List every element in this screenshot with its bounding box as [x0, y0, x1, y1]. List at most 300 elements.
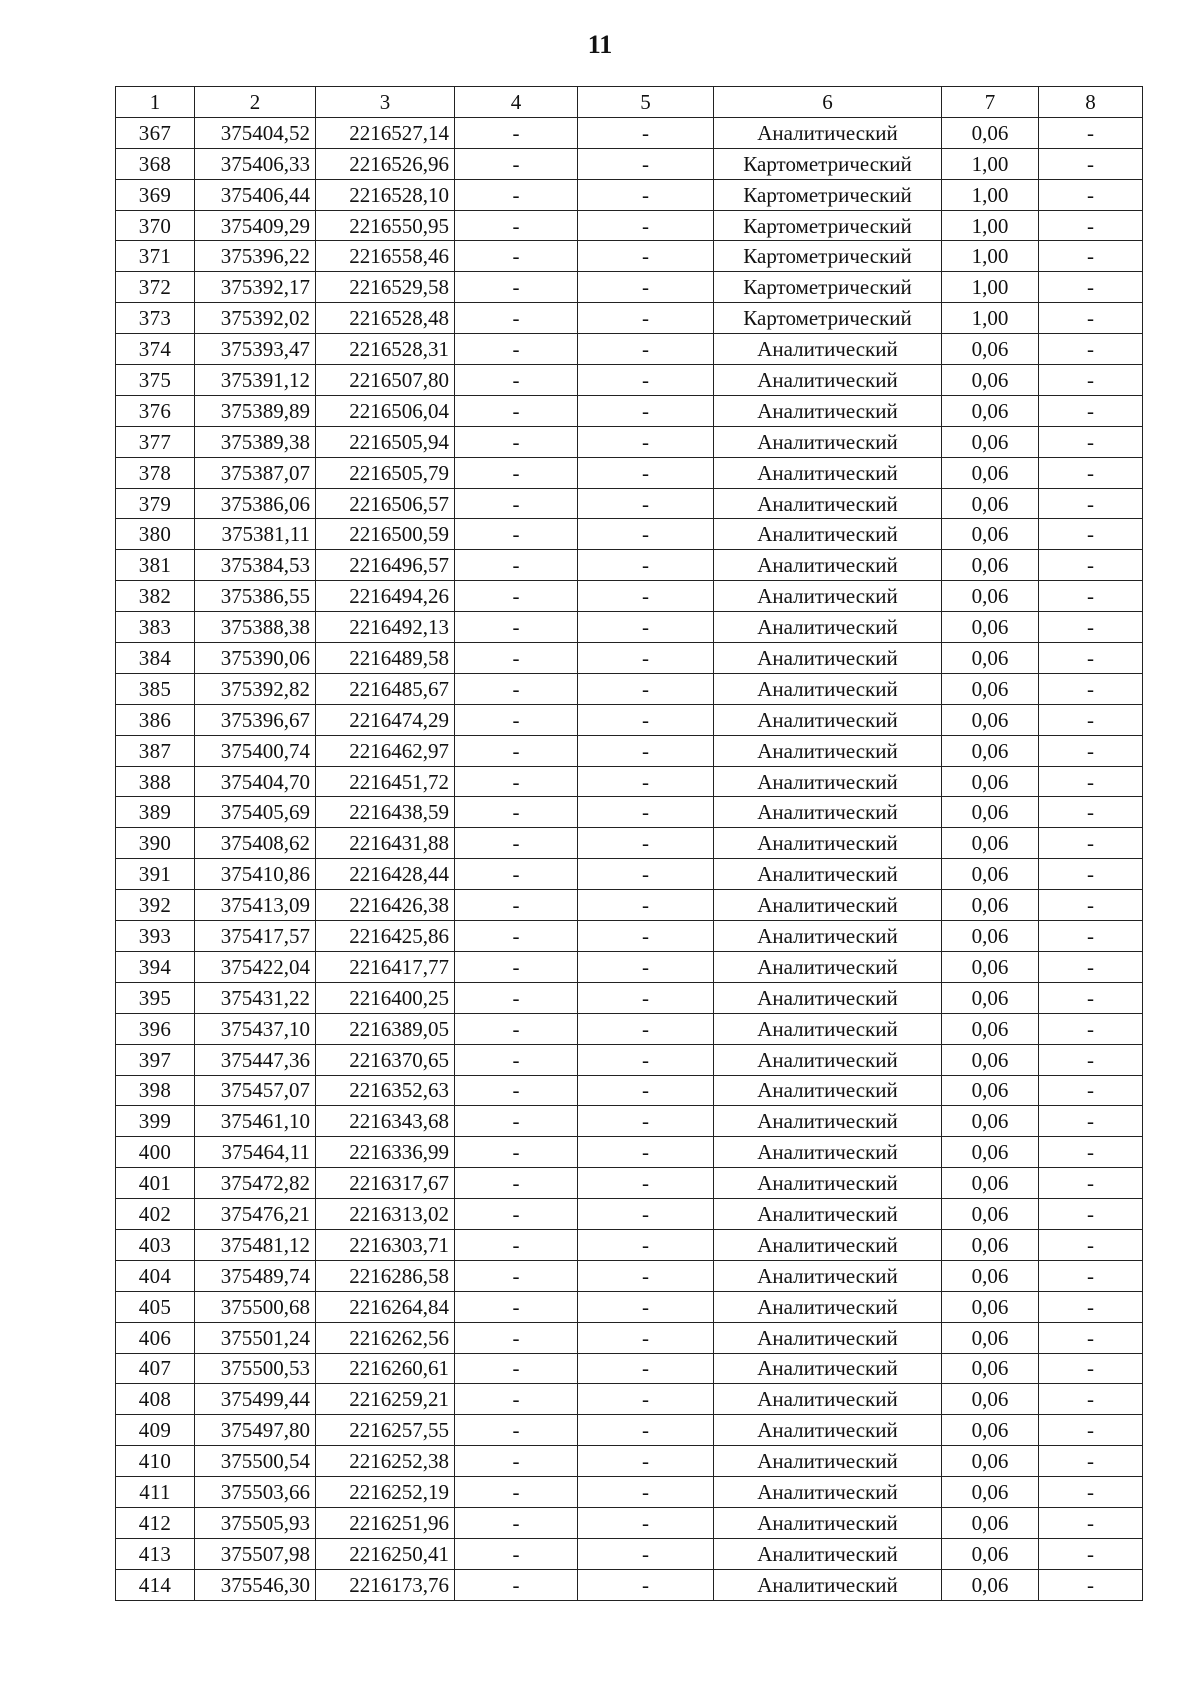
accuracy-cell: 0,06	[942, 982, 1039, 1013]
column-8-cell: -	[1039, 951, 1143, 982]
method-cell: Аналитический	[714, 766, 942, 797]
point-number-cell: 385	[116, 673, 195, 704]
column-8-cell: -	[1039, 1384, 1143, 1415]
x-coordinate-cell: 375505,93	[195, 1507, 316, 1538]
accuracy-cell: 1,00	[942, 210, 1039, 241]
table-row	[116, 673, 1143, 704]
x-coordinate-cell: 375489,74	[195, 1260, 316, 1291]
method-cell: Аналитический	[714, 673, 942, 704]
point-number-cell: 386	[116, 704, 195, 735]
x-coordinate-cell: 375386,55	[195, 581, 316, 612]
column-8-cell: -	[1039, 179, 1143, 210]
method-cell: Аналитический	[714, 334, 942, 365]
x-coordinate-cell: 375404,52	[195, 117, 316, 148]
method-cell: Аналитический	[714, 1199, 942, 1230]
column-8-cell: -	[1039, 1477, 1143, 1508]
table-row	[116, 179, 1143, 210]
column-5-cell: -	[578, 1013, 714, 1044]
accuracy-cell: 0,06	[942, 643, 1039, 674]
column-5-cell: -	[578, 148, 714, 179]
y-coordinate-cell: 2216485,67	[316, 673, 455, 704]
x-coordinate-cell: 375404,70	[195, 766, 316, 797]
point-number-cell: 384	[116, 643, 195, 674]
column-5-cell: -	[578, 890, 714, 921]
column-8-cell: -	[1039, 1446, 1143, 1477]
column-8-cell: -	[1039, 1199, 1143, 1230]
y-coordinate-cell: 2216262,56	[316, 1322, 455, 1353]
table-row	[116, 1229, 1143, 1260]
method-cell: Аналитический	[714, 1415, 942, 1446]
method-cell: Аналитический	[714, 1477, 942, 1508]
point-number-cell: 382	[116, 581, 195, 612]
point-number-cell: 373	[116, 303, 195, 334]
column-5-cell: -	[578, 1569, 714, 1600]
table-row	[116, 581, 1143, 612]
point-number-cell: 406	[116, 1322, 195, 1353]
column-5-cell: -	[578, 921, 714, 952]
method-cell: Аналитический	[714, 550, 942, 581]
point-number-cell: 396	[116, 1013, 195, 1044]
accuracy-cell: 0,06	[942, 735, 1039, 766]
y-coordinate-cell: 2216494,26	[316, 581, 455, 612]
y-coordinate-cell: 2216496,57	[316, 550, 455, 581]
column-5-cell: -	[578, 673, 714, 704]
method-cell: Аналитический	[714, 395, 942, 426]
x-coordinate-cell: 375500,53	[195, 1353, 316, 1384]
accuracy-cell: 0,06	[942, 365, 1039, 396]
x-coordinate-cell: 375476,21	[195, 1199, 316, 1230]
method-cell: Аналитический	[714, 519, 942, 550]
point-number-cell: 397	[116, 1044, 195, 1075]
column-4-cell: -	[455, 1384, 578, 1415]
x-coordinate-cell: 375472,82	[195, 1168, 316, 1199]
column-5-cell: -	[578, 643, 714, 674]
point-number-cell: 409	[116, 1415, 195, 1446]
accuracy-cell: 0,06	[942, 117, 1039, 148]
table-row	[116, 1168, 1143, 1199]
table-row	[116, 1199, 1143, 1230]
column-5-cell: -	[578, 982, 714, 1013]
x-coordinate-cell: 375392,02	[195, 303, 316, 334]
y-coordinate-cell: 2216500,59	[316, 519, 455, 550]
x-coordinate-cell: 375409,29	[195, 210, 316, 241]
x-coordinate-cell: 375499,44	[195, 1384, 316, 1415]
y-coordinate-cell: 2216303,71	[316, 1229, 455, 1260]
table-row	[116, 643, 1143, 674]
y-coordinate-cell: 2216286,58	[316, 1260, 455, 1291]
column-5-cell: -	[578, 1477, 714, 1508]
column-5-cell: -	[578, 581, 714, 612]
method-cell: Картометрический	[714, 303, 942, 334]
accuracy-cell: 1,00	[942, 272, 1039, 303]
column-8-cell: -	[1039, 148, 1143, 179]
table-row	[116, 951, 1143, 982]
method-cell: Аналитический	[714, 1044, 942, 1075]
x-coordinate-cell: 375546,30	[195, 1569, 316, 1600]
column-5-cell: -	[578, 797, 714, 828]
y-coordinate-cell: 2216505,79	[316, 457, 455, 488]
point-number-cell: 375	[116, 365, 195, 396]
column-5-cell: -	[578, 1075, 714, 1106]
y-coordinate-cell: 2216528,48	[316, 303, 455, 334]
x-coordinate-cell: 375406,44	[195, 179, 316, 210]
column-4-cell: -	[455, 704, 578, 735]
method-cell: Аналитический	[714, 365, 942, 396]
accuracy-cell: 0,06	[942, 1538, 1039, 1569]
point-number-cell: 399	[116, 1106, 195, 1137]
column-8-cell: -	[1039, 1260, 1143, 1291]
column-5-cell: -	[578, 488, 714, 519]
method-cell: Аналитический	[714, 1137, 942, 1168]
y-coordinate-cell: 2216252,38	[316, 1446, 455, 1477]
column-5-cell: -	[578, 1044, 714, 1075]
y-coordinate-cell: 2216260,61	[316, 1353, 455, 1384]
y-coordinate-cell: 2216451,72	[316, 766, 455, 797]
coordinates-table	[115, 86, 1143, 1601]
accuracy-cell: 0,06	[942, 951, 1039, 982]
accuracy-cell: 0,06	[942, 1322, 1039, 1353]
point-number-cell: 387	[116, 735, 195, 766]
column-5-cell: -	[578, 1291, 714, 1322]
y-coordinate-cell: 2216527,14	[316, 117, 455, 148]
column-8-cell: -	[1039, 982, 1143, 1013]
method-cell: Аналитический	[714, 1075, 942, 1106]
table-header-row	[116, 87, 1143, 118]
page-number: 11	[587, 30, 613, 59]
accuracy-cell: 0,06	[942, 395, 1039, 426]
y-coordinate-cell: 2216489,58	[316, 643, 455, 674]
column-8-cell: -	[1039, 1168, 1143, 1199]
column-5-cell: -	[578, 457, 714, 488]
point-number-cell: 374	[116, 334, 195, 365]
y-coordinate-cell: 2216528,10	[316, 179, 455, 210]
column-4-cell: -	[455, 890, 578, 921]
x-coordinate-cell: 375392,82	[195, 673, 316, 704]
accuracy-cell: 0,06	[942, 612, 1039, 643]
y-coordinate-cell: 2216529,58	[316, 272, 455, 303]
y-coordinate-cell: 2216313,02	[316, 1199, 455, 1230]
column-8-cell: -	[1039, 612, 1143, 643]
column-5-cell: -	[578, 1353, 714, 1384]
table-row	[116, 303, 1143, 334]
column-4-cell: -	[455, 859, 578, 890]
column-header: 3	[316, 87, 455, 118]
column-8-cell: -	[1039, 1415, 1143, 1446]
method-cell: Картометрический	[714, 179, 942, 210]
point-number-cell: 377	[116, 426, 195, 457]
y-coordinate-cell: 2216438,59	[316, 797, 455, 828]
column-5-cell: -	[578, 395, 714, 426]
method-cell: Аналитический	[714, 982, 942, 1013]
accuracy-cell: 0,06	[942, 550, 1039, 581]
column-8-cell: -	[1039, 704, 1143, 735]
x-coordinate-cell: 375391,12	[195, 365, 316, 396]
y-coordinate-cell: 2216389,05	[316, 1013, 455, 1044]
x-coordinate-cell: 375392,17	[195, 272, 316, 303]
method-cell: Аналитический	[714, 890, 942, 921]
column-header: 5	[578, 87, 714, 118]
x-coordinate-cell: 375393,47	[195, 334, 316, 365]
table-row	[116, 1013, 1143, 1044]
x-coordinate-cell: 375389,38	[195, 426, 316, 457]
point-number-cell: 401	[116, 1168, 195, 1199]
x-coordinate-cell: 375408,62	[195, 828, 316, 859]
table-row	[116, 828, 1143, 859]
column-4-cell: -	[455, 1229, 578, 1260]
accuracy-cell: 0,06	[942, 1013, 1039, 1044]
column-8-cell: -	[1039, 673, 1143, 704]
table-row	[116, 457, 1143, 488]
point-number-cell: 394	[116, 951, 195, 982]
y-coordinate-cell: 2216474,29	[316, 704, 455, 735]
column-4-cell: -	[455, 1569, 578, 1600]
column-4-cell: -	[455, 550, 578, 581]
method-cell: Аналитический	[714, 1229, 942, 1260]
point-number-cell: 395	[116, 982, 195, 1013]
accuracy-cell: 0,06	[942, 519, 1039, 550]
method-cell: Картометрический	[714, 241, 942, 272]
accuracy-cell: 0,06	[942, 704, 1039, 735]
column-8-cell: -	[1039, 1507, 1143, 1538]
y-coordinate-cell: 2216259,21	[316, 1384, 455, 1415]
method-cell: Аналитический	[714, 117, 942, 148]
column-4-cell: -	[455, 488, 578, 519]
point-number-cell: 371	[116, 241, 195, 272]
x-coordinate-cell: 375405,69	[195, 797, 316, 828]
x-coordinate-cell: 375503,66	[195, 1477, 316, 1508]
accuracy-cell: 0,06	[942, 426, 1039, 457]
column-4-cell: -	[455, 1260, 578, 1291]
table-row	[116, 766, 1143, 797]
method-cell: Аналитический	[714, 1322, 942, 1353]
point-number-cell: 368	[116, 148, 195, 179]
column-8-cell: -	[1039, 1353, 1143, 1384]
column-5-cell: -	[578, 1229, 714, 1260]
column-5-cell: -	[578, 179, 714, 210]
x-coordinate-cell: 375507,98	[195, 1538, 316, 1569]
column-5-cell: -	[578, 426, 714, 457]
accuracy-cell: 0,06	[942, 859, 1039, 890]
point-number-cell: 400	[116, 1137, 195, 1168]
point-number-cell: 383	[116, 612, 195, 643]
point-number-cell: 367	[116, 117, 195, 148]
column-5-cell: -	[578, 303, 714, 334]
column-header: 2	[195, 87, 316, 118]
table-row	[116, 1291, 1143, 1322]
accuracy-cell: 0,06	[942, 1415, 1039, 1446]
method-cell: Аналитический	[714, 1106, 942, 1137]
column-8-cell: -	[1039, 1106, 1143, 1137]
point-number-cell: 410	[116, 1446, 195, 1477]
column-8-cell: -	[1039, 117, 1143, 148]
method-cell: Аналитический	[714, 1013, 942, 1044]
method-cell: Картометрический	[714, 272, 942, 303]
point-number-cell: 380	[116, 519, 195, 550]
y-coordinate-cell: 2216264,84	[316, 1291, 455, 1322]
y-coordinate-cell: 2216250,41	[316, 1538, 455, 1569]
accuracy-cell: 0,06	[942, 334, 1039, 365]
column-5-cell: -	[578, 365, 714, 396]
method-cell: Аналитический	[714, 797, 942, 828]
column-4-cell: -	[455, 426, 578, 457]
accuracy-cell: 1,00	[942, 241, 1039, 272]
column-5-cell: -	[578, 1384, 714, 1415]
column-4-cell: -	[455, 1322, 578, 1353]
method-cell: Аналитический	[714, 921, 942, 952]
column-5-cell: -	[578, 1168, 714, 1199]
column-8-cell: -	[1039, 519, 1143, 550]
column-4-cell: -	[455, 797, 578, 828]
x-coordinate-cell: 375390,06	[195, 643, 316, 674]
column-4-cell: -	[455, 1291, 578, 1322]
point-number-cell: 392	[116, 890, 195, 921]
method-cell: Аналитический	[714, 457, 942, 488]
x-coordinate-cell: 375396,67	[195, 704, 316, 735]
point-number-cell: 408	[116, 1384, 195, 1415]
point-number-cell: 412	[116, 1507, 195, 1538]
column-4-cell: -	[455, 581, 578, 612]
column-8-cell: -	[1039, 365, 1143, 396]
column-8-cell: -	[1039, 859, 1143, 890]
accuracy-cell: 0,06	[942, 1044, 1039, 1075]
y-coordinate-cell: 2216417,77	[316, 951, 455, 982]
column-5-cell: -	[578, 1415, 714, 1446]
accuracy-cell: 0,06	[942, 1569, 1039, 1600]
column-5-cell: -	[578, 519, 714, 550]
accuracy-cell: 0,06	[942, 1168, 1039, 1199]
point-number-cell: 379	[116, 488, 195, 519]
table-row	[116, 426, 1143, 457]
accuracy-cell: 0,06	[942, 766, 1039, 797]
y-coordinate-cell: 2216505,94	[316, 426, 455, 457]
column-5-cell: -	[578, 1538, 714, 1569]
column-8-cell: -	[1039, 488, 1143, 519]
point-number-cell: 372	[116, 272, 195, 303]
column-8-cell: -	[1039, 550, 1143, 581]
x-coordinate-cell: 375389,89	[195, 395, 316, 426]
table-row	[116, 1106, 1143, 1137]
column-4-cell: -	[455, 179, 578, 210]
method-cell: Аналитический	[714, 1260, 942, 1291]
column-8-cell: -	[1039, 581, 1143, 612]
accuracy-cell: 0,06	[942, 828, 1039, 859]
accuracy-cell: 0,06	[942, 797, 1039, 828]
column-4-cell: -	[455, 1446, 578, 1477]
table-row	[116, 148, 1143, 179]
column-8-cell: -	[1039, 395, 1143, 426]
method-cell: Аналитический	[714, 643, 942, 674]
column-8-cell: -	[1039, 1569, 1143, 1600]
table-row	[116, 1137, 1143, 1168]
x-coordinate-cell: 375400,74	[195, 735, 316, 766]
y-coordinate-cell: 2216352,63	[316, 1075, 455, 1106]
x-coordinate-cell: 375386,06	[195, 488, 316, 519]
table-row	[116, 1322, 1143, 1353]
column-4-cell: -	[455, 1353, 578, 1384]
y-coordinate-cell: 2216558,46	[316, 241, 455, 272]
point-number-cell: 381	[116, 550, 195, 581]
method-cell: Аналитический	[714, 1291, 942, 1322]
y-coordinate-cell: 2216343,68	[316, 1106, 455, 1137]
point-number-cell: 402	[116, 1199, 195, 1230]
x-coordinate-cell: 375431,22	[195, 982, 316, 1013]
column-8-cell: -	[1039, 890, 1143, 921]
accuracy-cell: 1,00	[942, 179, 1039, 210]
column-4-cell: -	[455, 828, 578, 859]
column-8-cell: -	[1039, 766, 1143, 797]
table-row	[116, 612, 1143, 643]
column-8-cell: -	[1039, 272, 1143, 303]
point-number-cell: 393	[116, 921, 195, 952]
column-5-cell: -	[578, 241, 714, 272]
method-cell: Аналитический	[714, 859, 942, 890]
x-coordinate-cell: 375457,07	[195, 1075, 316, 1106]
column-4-cell: -	[455, 334, 578, 365]
accuracy-cell: 0,06	[942, 1260, 1039, 1291]
y-coordinate-cell: 2216317,67	[316, 1168, 455, 1199]
column-4-cell: -	[455, 643, 578, 674]
table-row	[116, 1446, 1143, 1477]
column-4-cell: -	[455, 303, 578, 334]
column-4-cell: -	[455, 148, 578, 179]
method-cell: Аналитический	[714, 1353, 942, 1384]
accuracy-cell: 1,00	[942, 148, 1039, 179]
table-row	[116, 519, 1143, 550]
column-4-cell: -	[455, 612, 578, 643]
column-8-cell: -	[1039, 828, 1143, 859]
column-4-cell: -	[455, 1168, 578, 1199]
point-number-cell: 407	[116, 1353, 195, 1384]
accuracy-cell: 0,06	[942, 1291, 1039, 1322]
accuracy-cell: 0,06	[942, 1477, 1039, 1508]
table-row	[116, 1507, 1143, 1538]
y-coordinate-cell: 2216492,13	[316, 612, 455, 643]
y-coordinate-cell: 2216428,44	[316, 859, 455, 890]
x-coordinate-cell: 375410,86	[195, 859, 316, 890]
column-5-cell: -	[578, 1199, 714, 1230]
accuracy-cell: 1,00	[942, 303, 1039, 334]
table-body	[116, 117, 1143, 1600]
accuracy-cell: 0,06	[942, 1137, 1039, 1168]
method-cell: Аналитический	[714, 1168, 942, 1199]
table-row	[116, 921, 1143, 952]
table-row	[116, 395, 1143, 426]
table-row	[116, 488, 1143, 519]
point-number-cell: 404	[116, 1260, 195, 1291]
column-8-cell: -	[1039, 457, 1143, 488]
y-coordinate-cell: 2216507,80	[316, 365, 455, 396]
column-4-cell: -	[455, 1106, 578, 1137]
column-4-cell: -	[455, 117, 578, 148]
method-cell: Аналитический	[714, 951, 942, 982]
column-5-cell: -	[578, 272, 714, 303]
column-5-cell: -	[578, 1137, 714, 1168]
point-number-cell: 391	[116, 859, 195, 890]
table-row	[116, 1260, 1143, 1291]
table-row	[116, 1044, 1143, 1075]
x-coordinate-cell: 375501,24	[195, 1322, 316, 1353]
column-4-cell: -	[455, 1477, 578, 1508]
column-8-cell: -	[1039, 735, 1143, 766]
method-cell: Аналитический	[714, 1446, 942, 1477]
point-number-cell: 398	[116, 1075, 195, 1106]
column-8-cell: -	[1039, 1229, 1143, 1260]
table-row	[116, 334, 1143, 365]
y-coordinate-cell: 2216252,19	[316, 1477, 455, 1508]
accuracy-cell: 0,06	[942, 457, 1039, 488]
y-coordinate-cell: 2216425,86	[316, 921, 455, 952]
column-8-cell: -	[1039, 1044, 1143, 1075]
